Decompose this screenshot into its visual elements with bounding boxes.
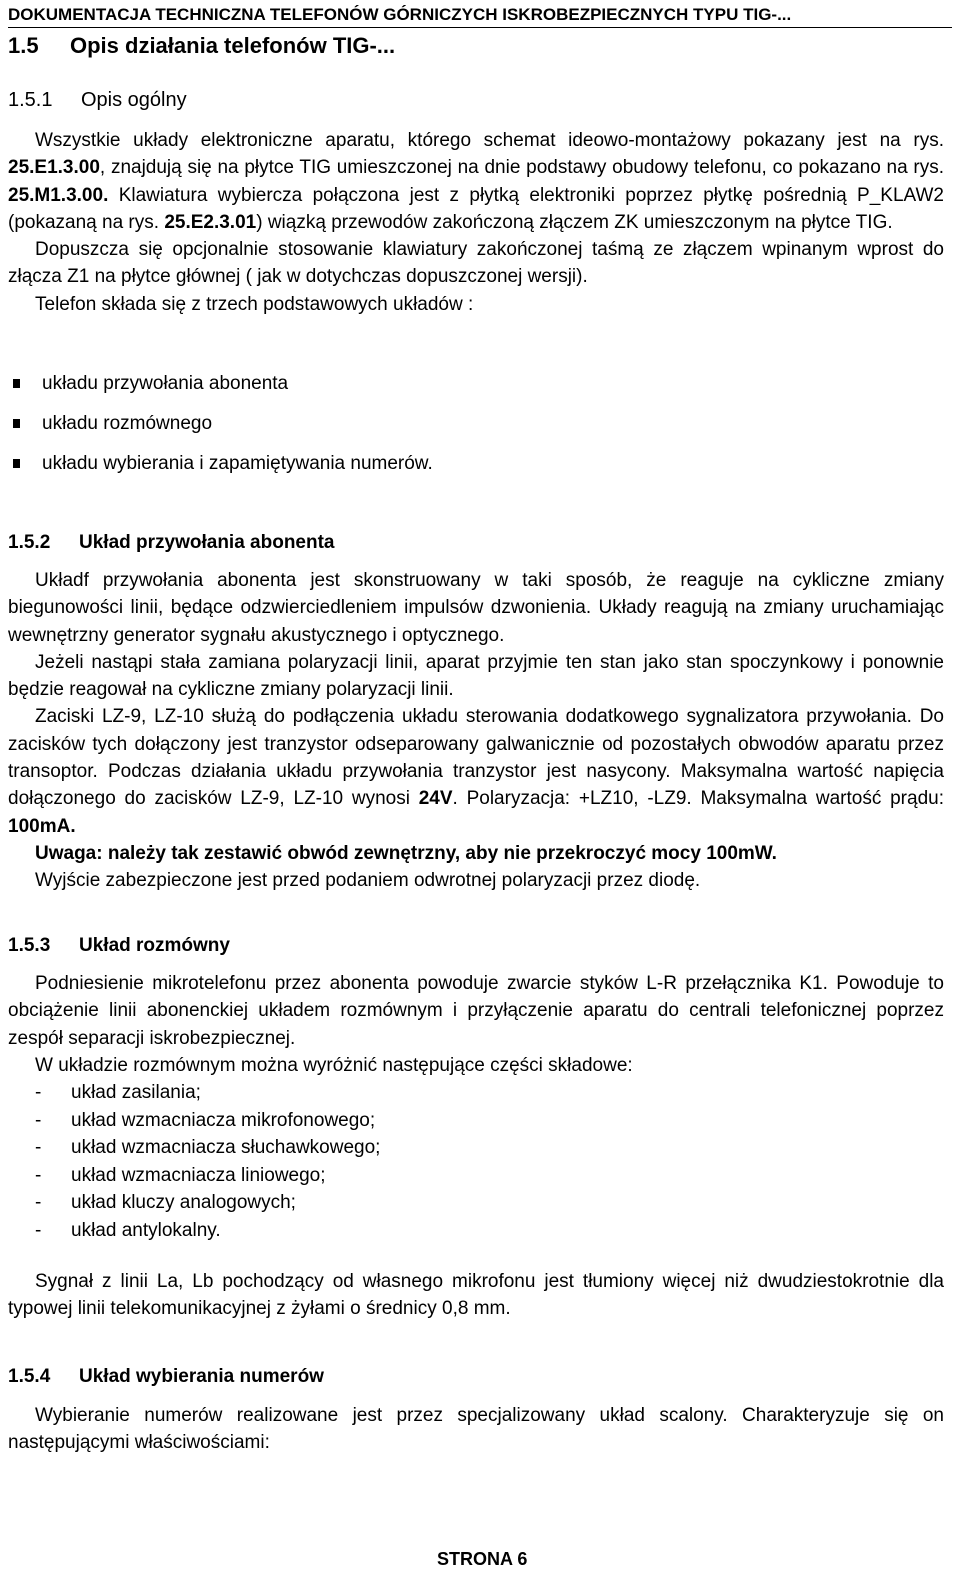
heading-1-5-3 bbox=[8, 934, 230, 958]
heading-title: Układ rozmówny bbox=[79, 935, 230, 956]
section-1-5-3-text bbox=[8, 970, 944, 1079]
heading-1-5-4 bbox=[8, 1365, 324, 1389]
heading-1-5-1 bbox=[8, 87, 187, 113]
warning-note: Uwaga: należy tak zestawić obwód zewnętrzny, aby nie przekroczyć mocy 100mW. bbox=[35, 842, 777, 864]
list-item: - układ wzmacniacza liniowego; bbox=[35, 1164, 326, 1186]
list-item: - układ wzmacniacza słuchawkowego; bbox=[35, 1137, 381, 1158]
heading-number: 1.5 bbox=[8, 33, 39, 58]
list-item: - układ kluczy analogowych; bbox=[35, 1192, 296, 1213]
running-header: DOKUMENTACJA TECHNICZNA TELEFONÓW GÓRNICZYCH ISKROBEZPIECZNYCH TYPU TIG-... bbox=[8, 4, 952, 28]
bullet-square-icon bbox=[13, 379, 20, 388]
paragraph: Sygnał z linii La, Lb pochodzący od własnego mikrofonu jest tłumiony więcej niż dwudziestokrotnie dla typowej linii telekomunikacyjnej z żyłami o średnicy 0,8 mm. bbox=[8, 1271, 944, 1320]
voltage-value: 24V bbox=[418, 788, 453, 810]
section-1-5-1-text bbox=[8, 127, 944, 318]
paragraph: Jeżeli nastąpi stała zamiana polaryzacji linii, aparat przyjmie ten stan jako stan spoczynkowy i ponownie będzie reagował na cykliczne zmiany polaryzacji linii. bbox=[8, 651, 944, 701]
section-1-5-3-closing bbox=[8, 1268, 944, 1323]
figure-ref: 25.E1.3.00 bbox=[8, 157, 100, 179]
section-1-5-4-text bbox=[8, 1402, 944, 1457]
heading-1-5 bbox=[8, 32, 395, 60]
paragraph: Zaciski LZ-9, LZ-10 służą do podłączenia układu sterowania dodatkowego sygnalizatora przywołania. Do zacisków tych dołączony jest tranzystor odseparowany galwanicznie od pozostałych obwodów aparatu przez transoptor. Podczas działania układu przywołania tranzystor jest nasycony. Maksymalna wartość napięcia dołączonego do zacisków LZ-9, LZ-10 wynosi 24V. Polaryzacja: +LZ10, -LZ9. Maksymalna wartość prądu: 100mA. bbox=[8, 706, 944, 837]
page-number: STRONA 6 bbox=[437, 1549, 528, 1569]
list-item: - układ zasilania; bbox=[35, 1082, 201, 1103]
section-1-5-2-text bbox=[8, 567, 944, 895]
heading-title: Układ przywołania abonenta bbox=[79, 532, 335, 553]
list-item: - układ antylokalny. bbox=[35, 1219, 221, 1241]
heading-1-5-2 bbox=[8, 531, 335, 555]
paragraph: Podniesienie mikrotelefonu przez abonenta powoduje zwarcie styków L-R przełącznika K1. Powoduje to obciążenie linii abonenckiej układem rozmównym i przyłączenie aparatu do centrali telefonicznej poprzez zespół separacji iskrobezpiecznej. bbox=[8, 973, 944, 1049]
paragraph: Wybieranie numerów realizowane jest przez specjalizowany układ scalony. Charakteryzuje się on następującymi właściwościami: bbox=[8, 1405, 944, 1454]
bullet-square-icon bbox=[13, 459, 20, 468]
bullet-list bbox=[8, 372, 944, 492]
current-value: 100mA. bbox=[8, 815, 76, 837]
figure-ref: 25.M1.3.00. bbox=[8, 184, 109, 206]
heading-number: 1.5.2 bbox=[8, 532, 51, 553]
heading-title: Układ wybierania numerów bbox=[79, 1366, 324, 1387]
figure-ref: 25.E2.3.01 bbox=[164, 211, 257, 233]
heading-number: 1.5.1 bbox=[8, 89, 53, 111]
paragraph: Wszystkie układy elektroniczne aparatu, którego schemat ideowo-montażowy pokazany jest na rys. 25.E1.3.00, znajdują się na płytce TIG umieszczonej na dnie podstawy obudowy telefonu, co pokazano na rys. 25.M1.3.00. Klawiatura wybiercza połączona jest z płytką elektroniki poprzez płytkę pośrednią P_KLAW2 (pokazaną na rys. 25.E2.3.01) wiązką przewodów zakończoną złączem ZK umieszczonym na płytce TIG. bbox=[8, 130, 944, 233]
bullet-square-icon bbox=[13, 419, 20, 428]
heading-title: Opis ogólny bbox=[81, 89, 187, 111]
heading-number: 1.5.3 bbox=[8, 935, 51, 956]
list-item: - układ wzmacniacza mikrofonowego; bbox=[35, 1109, 376, 1131]
list-item: układu rozmównego bbox=[8, 412, 944, 452]
list-item: układu wybierania i zapamiętywania numerów. bbox=[8, 452, 944, 492]
heading-number: 1.5.4 bbox=[8, 1366, 51, 1387]
paragraph: Wyjście zabezpieczone jest przed podaniem odwrotnej polaryzacji przez diodę. bbox=[35, 870, 701, 892]
heading-title: Opis działania telefonów TIG-... bbox=[70, 33, 396, 58]
list-item: układu przywołania abonenta bbox=[8, 372, 944, 412]
paragraph: Układf przywołania abonenta jest skonstruowany w taki sposób, że reaguje na cykliczne zmiany biegunowości linii, będące odzwierciedleniem impulsów dzwonienia. Układy reagują na zmiany uruchamiając wewnętrzny generator sygnału akustycznego i optycznego. bbox=[8, 570, 944, 646]
paragraph: Dopuszcza się opcjonalnie stosowanie klawiatury zakończonej taśmą ze złączem wpinanym wprost do złącza Z1 na płytce głównej ( jak w dotychczas dopuszczonej wersji). bbox=[8, 239, 944, 288]
dash-list bbox=[8, 1079, 944, 1244]
paragraph: Telefon składa się z trzech podstawowych układów : bbox=[35, 293, 474, 315]
paragraph: W układzie rozmównym można wyróżnić następujące części składowe: bbox=[35, 1054, 633, 1076]
